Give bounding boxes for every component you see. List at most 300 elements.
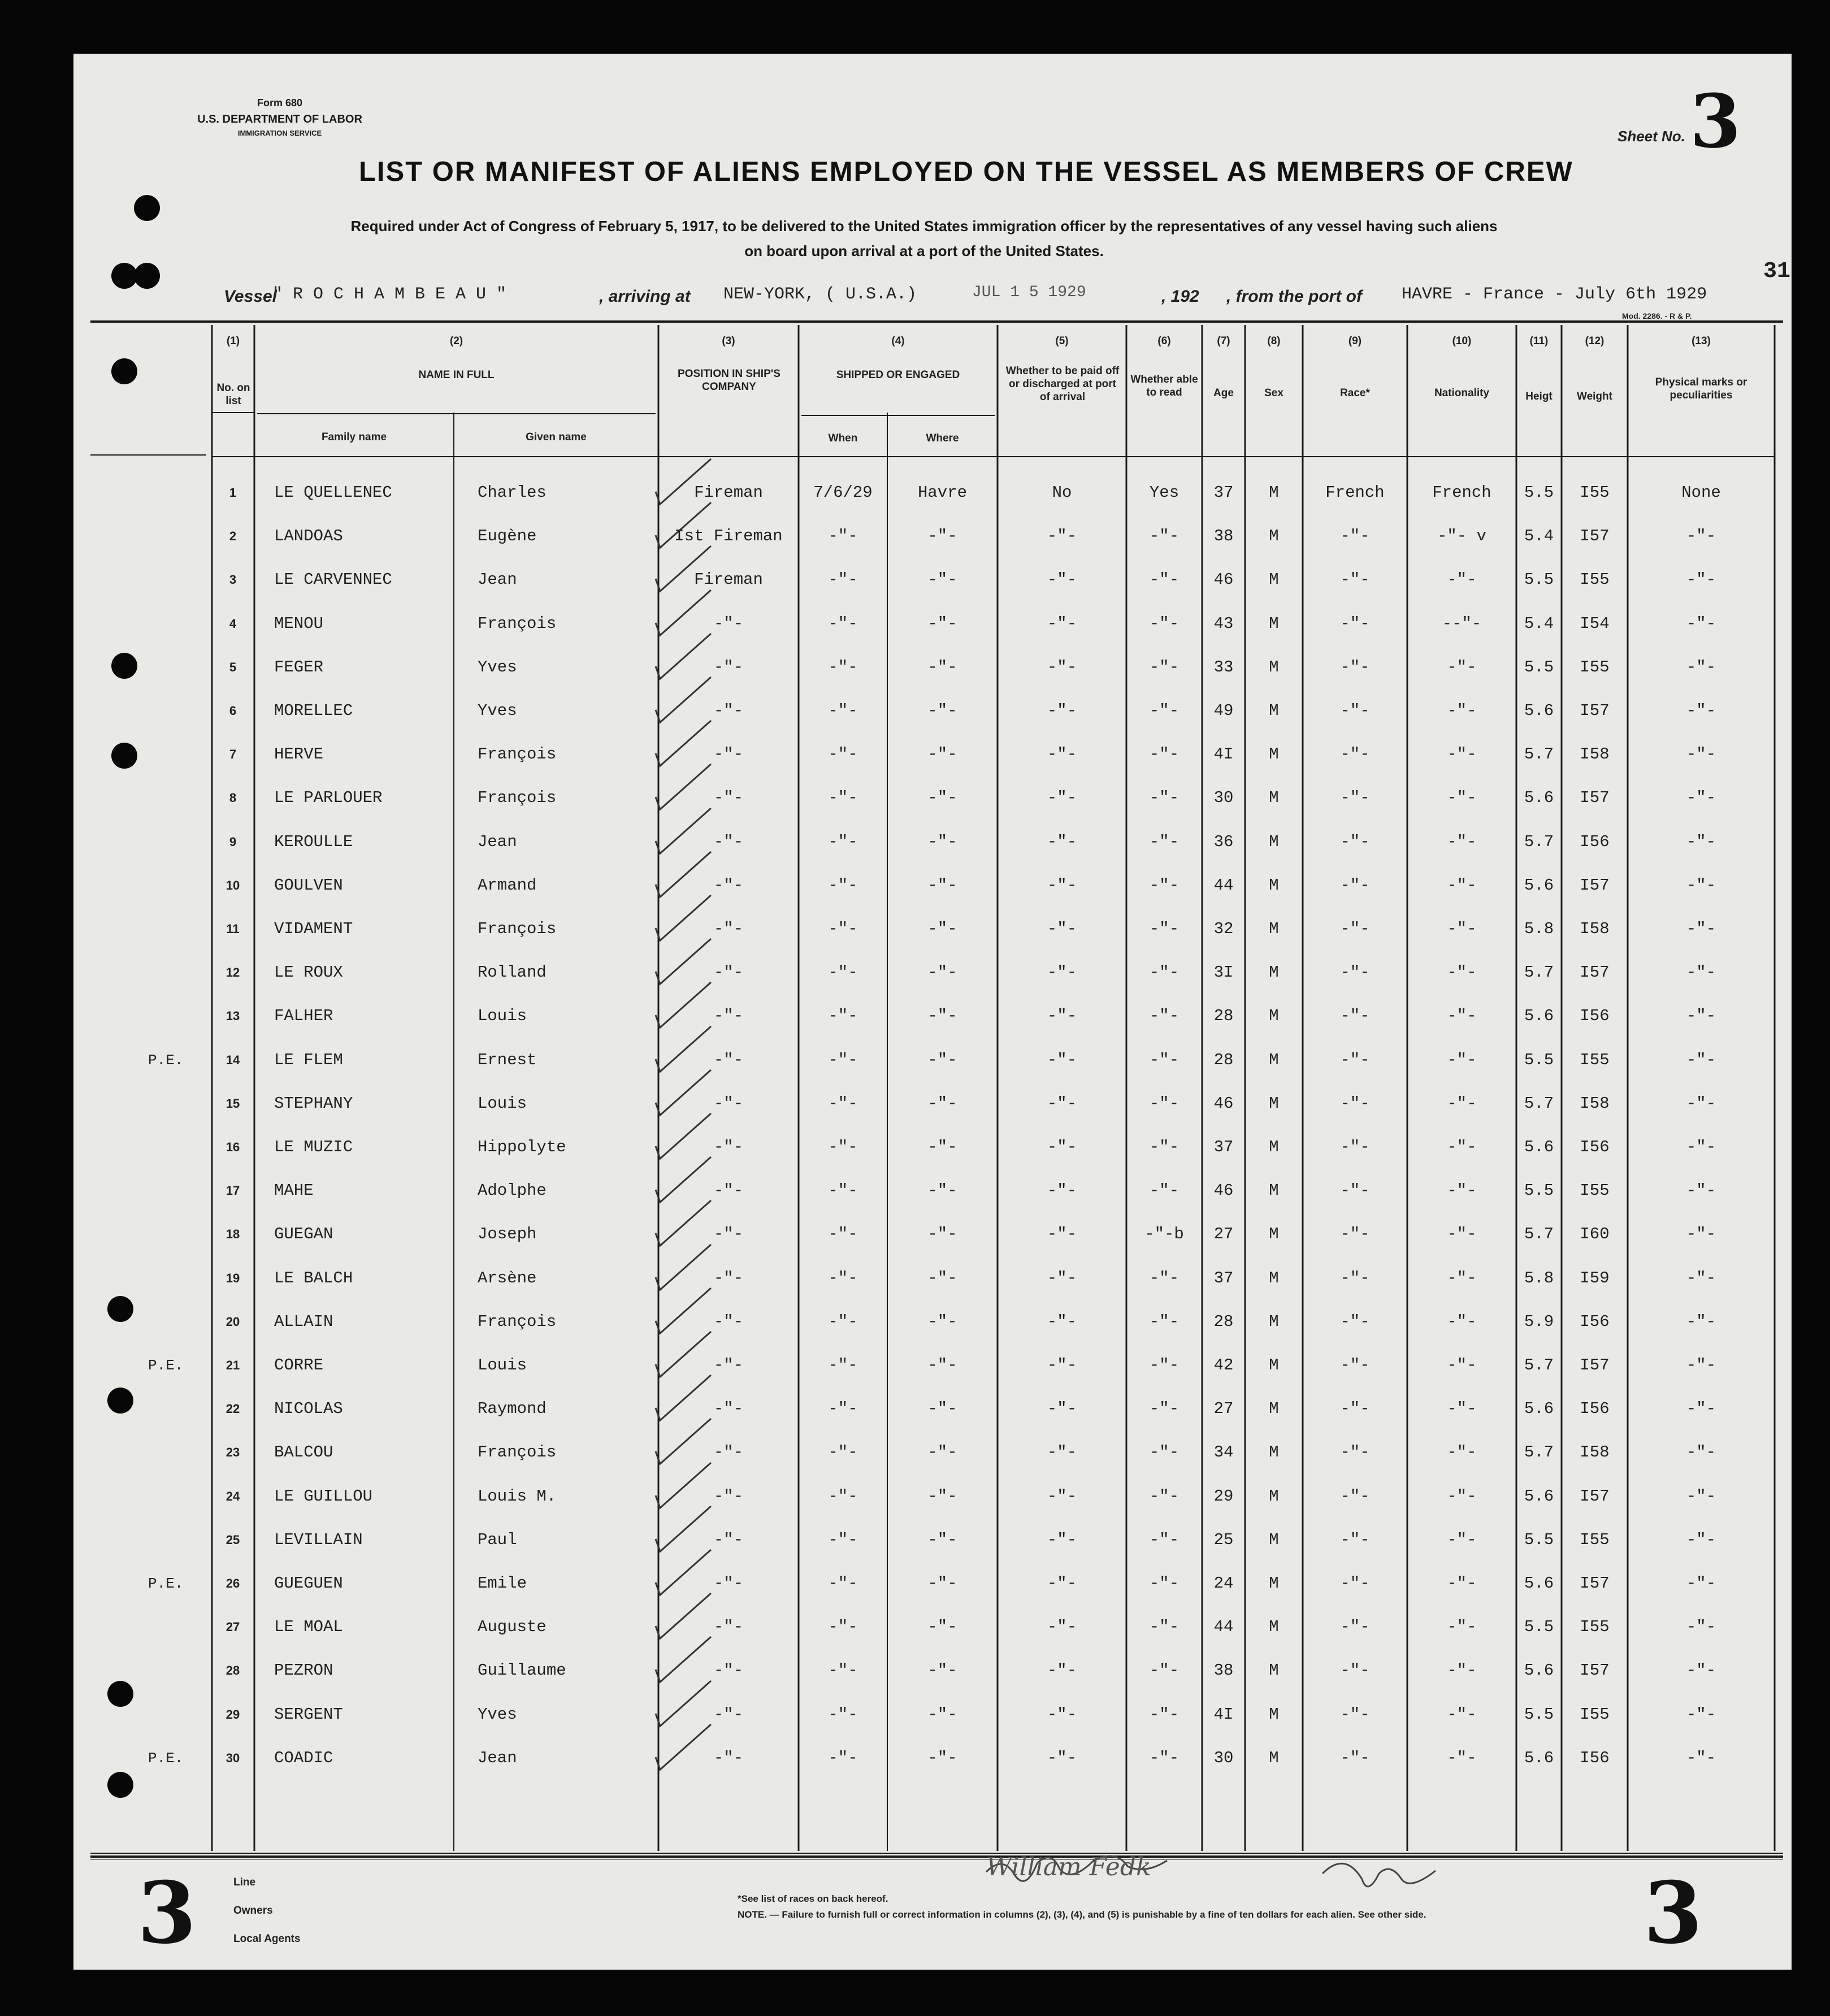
nationality-cell: -"- bbox=[1447, 658, 1477, 677]
position-cell: -"- bbox=[713, 1399, 744, 1418]
sex-cell: M bbox=[1269, 1094, 1279, 1113]
nationality-cell: -"- bbox=[1447, 1094, 1477, 1113]
position-cell: Fireman bbox=[694, 483, 763, 502]
age-cell: 30 bbox=[1213, 788, 1234, 807]
row-number-cell: 7 bbox=[229, 747, 237, 761]
row-number-cell: 23 bbox=[226, 1445, 240, 1459]
paid-off-cell: -"- bbox=[1047, 1138, 1077, 1156]
position-cell: -"- bbox=[713, 1618, 744, 1636]
paid-off-cell: -"- bbox=[1047, 1312, 1077, 1331]
physical-marks-cell: -"- bbox=[1686, 1443, 1716, 1462]
when-cell: -"- bbox=[828, 701, 858, 720]
age-cell: 32 bbox=[1213, 920, 1234, 938]
weight-cell: I55 bbox=[1580, 570, 1610, 589]
physical-marks-cell: None bbox=[1681, 483, 1721, 502]
height-cell: 5.8 bbox=[1524, 920, 1554, 938]
height-cell: 5.4 bbox=[1524, 614, 1554, 633]
age-cell: 46 bbox=[1213, 570, 1234, 589]
race-cell: -"- bbox=[1340, 745, 1370, 764]
given-name-cell: Yves bbox=[478, 701, 517, 720]
col4a-header: When bbox=[828, 432, 858, 444]
weight-cell: I58 bbox=[1580, 920, 1610, 938]
paid-off-cell: -"- bbox=[1047, 614, 1077, 633]
physical-marks-cell: -"- bbox=[1686, 1705, 1716, 1724]
physical-marks-cell: -"- bbox=[1686, 1312, 1716, 1331]
when-cell: -"- bbox=[828, 963, 858, 982]
age-cell: 29 bbox=[1213, 1487, 1234, 1506]
row-number-cell: 5 bbox=[229, 660, 237, 674]
race-cell: -"- bbox=[1340, 788, 1370, 807]
where-cell: -"- bbox=[927, 701, 957, 720]
given-name-cell: Arsène bbox=[478, 1269, 537, 1287]
physical-marks-cell: -"- bbox=[1686, 1181, 1716, 1200]
weight-cell: I57 bbox=[1580, 788, 1610, 807]
when-cell: -"- bbox=[828, 1312, 858, 1331]
where-cell: -"- bbox=[927, 1138, 957, 1156]
physical-marks-cell: -"- bbox=[1686, 1225, 1716, 1243]
when-cell: -"- bbox=[828, 1007, 858, 1025]
able-to-read-cell: -"- bbox=[1149, 833, 1179, 851]
where-cell: -"- bbox=[927, 920, 957, 938]
age-cell: 38 bbox=[1213, 1661, 1234, 1680]
where-cell: -"- bbox=[927, 1007, 957, 1025]
family-name-cell: GOULVEN bbox=[274, 876, 343, 895]
row-number-cell: 29 bbox=[226, 1707, 240, 1722]
nationality-cell: -"- bbox=[1447, 1749, 1477, 1767]
weight-cell: I57 bbox=[1580, 1574, 1610, 1593]
where-cell: -"- bbox=[927, 745, 957, 764]
where-cell: -"- bbox=[927, 1225, 957, 1243]
family-name-cell: HERVE bbox=[274, 745, 324, 764]
nationality-cell: -"- bbox=[1447, 963, 1477, 982]
position-cell: -"- bbox=[713, 1225, 744, 1243]
race-cell: -"- bbox=[1340, 1225, 1370, 1243]
col10-number: (10) bbox=[1452, 335, 1472, 347]
row-number-cell: 22 bbox=[226, 1402, 240, 1416]
paid-off-cell: -"- bbox=[1047, 1443, 1077, 1462]
able-to-read-cell: -"- bbox=[1149, 1399, 1179, 1418]
subtitle-line-2: on board upon arrival at a port of the United States. bbox=[744, 242, 1104, 259]
paid-off-cell: -"- bbox=[1047, 1487, 1077, 1506]
able-to-read-cell: -"-b bbox=[1144, 1225, 1184, 1243]
row-number-cell: 18 bbox=[226, 1227, 240, 1241]
row-number-cell: 15 bbox=[226, 1096, 240, 1111]
row-number-cell: 30 bbox=[226, 1751, 240, 1765]
line-label: Line bbox=[233, 1876, 256, 1888]
position-cell: -"- bbox=[713, 876, 744, 895]
height-cell: 5.6 bbox=[1524, 1661, 1554, 1680]
paid-off-cell: -"- bbox=[1047, 1661, 1077, 1680]
paid-off-cell: -"- bbox=[1047, 1574, 1077, 1593]
race-cell: -"- bbox=[1340, 1749, 1370, 1767]
height-cell: 5.5 bbox=[1524, 658, 1554, 677]
position-cell: -"- bbox=[713, 1705, 744, 1724]
nationality-cell: -"- bbox=[1447, 833, 1477, 851]
where-cell: -"- bbox=[927, 833, 957, 851]
paid-off-cell: -"- bbox=[1047, 1749, 1077, 1767]
age-cell: 37 bbox=[1213, 1269, 1234, 1287]
physical-marks-cell: -"- bbox=[1686, 701, 1716, 720]
race-cell: -"- bbox=[1340, 1661, 1370, 1680]
family-name-cell: LE MUZIC bbox=[274, 1138, 353, 1156]
family-name-cell: LE PARLOUER bbox=[274, 788, 383, 807]
sex-cell: M bbox=[1269, 1574, 1279, 1593]
physical-marks-cell: -"- bbox=[1686, 963, 1716, 982]
paid-off-cell: No bbox=[1052, 483, 1072, 502]
row-number-cell: 14 bbox=[226, 1053, 240, 1067]
weight-cell: I55 bbox=[1580, 483, 1610, 502]
able-to-read-cell: -"- bbox=[1149, 1051, 1179, 1069]
family-name-cell: LE ROUX bbox=[274, 963, 343, 982]
position-cell: -"- bbox=[713, 745, 744, 764]
able-to-read-cell: -"- bbox=[1149, 788, 1179, 807]
paid-off-cell: -"- bbox=[1047, 1399, 1077, 1418]
when-cell: -"- bbox=[828, 1487, 858, 1506]
weight-cell: I55 bbox=[1580, 1181, 1610, 1200]
able-to-read-cell: -"- bbox=[1149, 745, 1179, 764]
col4-number: (4) bbox=[891, 335, 905, 347]
row-number-cell: 17 bbox=[226, 1183, 240, 1198]
family-name-cell: PEZRON bbox=[274, 1661, 333, 1680]
height-cell: 5.6 bbox=[1524, 701, 1554, 720]
height-cell: 5.6 bbox=[1524, 1749, 1554, 1767]
col2-number: (2) bbox=[449, 335, 463, 347]
sex-cell: M bbox=[1269, 1487, 1279, 1506]
sex-cell: M bbox=[1269, 1531, 1279, 1549]
given-name-cell: Louis bbox=[478, 1094, 527, 1113]
when-cell: -"- bbox=[828, 1181, 858, 1200]
height-cell: 5.4 bbox=[1524, 527, 1554, 545]
row-number-cell: 11 bbox=[226, 922, 240, 936]
sex-cell: M bbox=[1269, 614, 1279, 633]
race-cell: -"- bbox=[1340, 1094, 1370, 1113]
height-cell: 5.9 bbox=[1524, 1312, 1554, 1331]
position-cell: -"- bbox=[713, 614, 744, 633]
family-name-cell: MORELLEC bbox=[274, 701, 353, 720]
where-cell: -"- bbox=[927, 788, 957, 807]
position-cell: -"- bbox=[713, 1269, 744, 1287]
race-cell: -"- bbox=[1340, 1574, 1370, 1593]
paid-off-cell: -"- bbox=[1047, 1356, 1077, 1375]
able-to-read-cell: -"- bbox=[1149, 1705, 1179, 1724]
given-name-cell: Jean bbox=[478, 570, 517, 589]
physical-marks-cell: -"- bbox=[1686, 614, 1716, 633]
races-note: *See list of races on back hereof. bbox=[738, 1893, 888, 1904]
age-cell: 38 bbox=[1213, 527, 1234, 545]
able-to-read-cell: -"- bbox=[1149, 614, 1179, 633]
height-cell: 5.7 bbox=[1524, 1094, 1554, 1113]
nationality-cell: -"- bbox=[1447, 1356, 1477, 1375]
nationality-cell: -"- bbox=[1447, 1618, 1477, 1636]
weight-cell: I57 bbox=[1580, 527, 1610, 545]
sex-cell: M bbox=[1269, 483, 1279, 502]
able-to-read-cell: -"- bbox=[1149, 1487, 1179, 1506]
sex-cell: M bbox=[1269, 1051, 1279, 1069]
where-cell: -"- bbox=[927, 570, 957, 589]
weight-cell: I57 bbox=[1580, 1661, 1610, 1680]
given-name-cell: François bbox=[478, 788, 557, 807]
race-cell: -"- bbox=[1340, 920, 1370, 938]
age-cell: 28 bbox=[1213, 1312, 1234, 1331]
race-cell: -"- bbox=[1340, 1269, 1370, 1287]
age-cell: 3I bbox=[1213, 963, 1234, 982]
able-to-read-cell: -"- bbox=[1149, 1618, 1179, 1636]
col6-header: Whether able to read bbox=[1130, 374, 1198, 398]
paid-off-cell: -"- bbox=[1047, 1051, 1077, 1069]
sex-cell: M bbox=[1269, 1443, 1279, 1462]
paid-off-cell: -"- bbox=[1047, 527, 1077, 545]
weight-cell: I55 bbox=[1580, 658, 1610, 677]
margin-annotation: P.E. bbox=[148, 1357, 184, 1374]
age-cell: 25 bbox=[1213, 1531, 1234, 1549]
vessel-label: Vessel bbox=[224, 287, 277, 306]
age-cell: 34 bbox=[1213, 1443, 1234, 1462]
height-cell: 5.7 bbox=[1524, 745, 1554, 764]
family-name-cell: LE MOAL bbox=[274, 1618, 343, 1636]
race-cell: -"- bbox=[1340, 1705, 1370, 1724]
race-cell: -"- bbox=[1340, 833, 1370, 851]
family-name-cell: CORRE bbox=[274, 1356, 324, 1375]
row-number-cell: 24 bbox=[226, 1489, 240, 1503]
where-cell: -"- bbox=[927, 1356, 957, 1375]
paid-off-cell: -"- bbox=[1047, 1531, 1077, 1549]
nationality-cell: -"- bbox=[1447, 788, 1477, 807]
position-cell: -"- bbox=[713, 963, 744, 982]
sex-cell: M bbox=[1269, 833, 1279, 851]
when-cell: -"- bbox=[828, 1094, 858, 1113]
sex-cell: M bbox=[1269, 963, 1279, 982]
margin-annotation: P.E. bbox=[148, 1575, 184, 1592]
weight-cell: I58 bbox=[1580, 745, 1610, 764]
col5-number: (5) bbox=[1055, 335, 1069, 347]
race-cell: -"- bbox=[1340, 1051, 1370, 1069]
age-cell: 44 bbox=[1213, 876, 1234, 895]
where-cell: -"- bbox=[927, 1269, 957, 1287]
age-cell: 37 bbox=[1213, 1138, 1234, 1156]
col7-number: (7) bbox=[1217, 335, 1230, 347]
family-name-cell: FEGER bbox=[274, 658, 324, 677]
sex-cell: M bbox=[1269, 745, 1279, 764]
position-cell: Ist Fireman bbox=[674, 527, 783, 545]
physical-marks-cell: -"- bbox=[1686, 1138, 1716, 1156]
weight-cell: I57 bbox=[1580, 1356, 1610, 1375]
nationality-cell: -"- bbox=[1447, 1531, 1477, 1549]
when-cell: -"- bbox=[828, 1574, 858, 1593]
able-to-read-cell: -"- bbox=[1149, 963, 1179, 982]
given-name-cell: Ernest bbox=[478, 1051, 537, 1069]
race-cell: -"- bbox=[1340, 614, 1370, 633]
age-cell: 33 bbox=[1213, 658, 1234, 677]
given-name-cell: Armand bbox=[478, 876, 537, 895]
able-to-read-cell: -"- bbox=[1149, 701, 1179, 720]
race-cell: -"- bbox=[1340, 1487, 1370, 1506]
col4b-header: Where bbox=[926, 432, 959, 444]
position-cell: -"- bbox=[713, 1487, 744, 1506]
col9-number: (9) bbox=[1348, 335, 1362, 347]
when-cell: -"- bbox=[828, 1399, 858, 1418]
race-cell: -"- bbox=[1340, 570, 1370, 589]
from-port-label: , from the port of bbox=[1226, 287, 1362, 306]
where-cell: -"- bbox=[927, 527, 957, 545]
given-name-cell: Paul bbox=[478, 1531, 517, 1549]
given-name-cell: Yves bbox=[478, 1705, 517, 1724]
when-cell: -"- bbox=[828, 1138, 858, 1156]
paid-off-cell: -"- bbox=[1047, 1007, 1077, 1025]
paid-off-cell: -"- bbox=[1047, 1181, 1077, 1200]
height-cell: 5.5 bbox=[1524, 1051, 1554, 1069]
margin-annotation: P.E. bbox=[148, 1750, 184, 1767]
height-cell: 5.5 bbox=[1524, 1705, 1554, 1724]
form-number: Form 680 bbox=[257, 97, 303, 109]
row-number-cell: 9 bbox=[229, 835, 237, 849]
nationality-cell: -"- bbox=[1447, 1138, 1477, 1156]
nationality-cell: -"- bbox=[1447, 1007, 1477, 1025]
sex-cell: M bbox=[1269, 1356, 1279, 1375]
height-cell: 5.7 bbox=[1524, 833, 1554, 851]
weight-cell: I60 bbox=[1580, 1225, 1610, 1243]
physical-marks-cell: -"- bbox=[1686, 527, 1716, 545]
given-name-cell: François bbox=[478, 614, 557, 633]
height-cell: 5.6 bbox=[1524, 1574, 1554, 1593]
age-cell: 27 bbox=[1213, 1225, 1234, 1243]
when-cell: -"- bbox=[828, 1705, 858, 1724]
nationality-cell: -"- bbox=[1447, 1399, 1477, 1418]
col8-header: Sex bbox=[1264, 387, 1283, 399]
nationality-cell: -"- bbox=[1447, 920, 1477, 938]
where-cell: -"- bbox=[927, 1094, 957, 1113]
paid-off-cell: -"- bbox=[1047, 876, 1077, 895]
sex-cell: M bbox=[1269, 1181, 1279, 1200]
position-cell: -"- bbox=[713, 1356, 744, 1375]
sex-cell: M bbox=[1269, 1705, 1279, 1724]
height-cell: 5.5 bbox=[1524, 1181, 1554, 1200]
row-number-cell: 2 bbox=[229, 529, 237, 543]
paid-off-cell: -"- bbox=[1047, 1269, 1077, 1287]
nationality-cell: -"- bbox=[1447, 1312, 1477, 1331]
weight-cell: I54 bbox=[1580, 614, 1610, 633]
paid-off-cell: -"- bbox=[1047, 833, 1077, 851]
position-cell: -"- bbox=[713, 1007, 744, 1025]
weight-cell: I58 bbox=[1580, 1443, 1610, 1462]
col2b-header: Given name bbox=[526, 431, 587, 443]
height-cell: 5.6 bbox=[1524, 788, 1554, 807]
race-cell: -"- bbox=[1340, 658, 1370, 677]
when-cell: -"- bbox=[828, 788, 858, 807]
physical-marks-cell: -"- bbox=[1686, 920, 1716, 938]
sheet-number-bottom-left: 3 bbox=[137, 1863, 197, 1963]
height-cell: 5.7 bbox=[1524, 1225, 1554, 1243]
able-to-read-cell: -"- bbox=[1149, 1531, 1179, 1549]
height-cell: 5.5 bbox=[1524, 570, 1554, 589]
when-cell: -"- bbox=[828, 1225, 858, 1243]
weight-cell: I58 bbox=[1580, 1094, 1610, 1113]
nationality-cell: -"- bbox=[1447, 701, 1477, 720]
nationality-cell: -"- bbox=[1447, 1443, 1477, 1462]
nationality-cell: -"- v bbox=[1437, 527, 1486, 545]
sex-cell: M bbox=[1269, 788, 1279, 807]
sex-cell: M bbox=[1269, 527, 1279, 545]
page-title: LIST OR MANIFEST OF ALIENS EMPLOYED ON THE VESSEL AS MEMBERS OF CREW bbox=[359, 157, 1573, 187]
able-to-read-cell: -"- bbox=[1149, 658, 1179, 677]
when-cell: -"- bbox=[828, 1661, 858, 1680]
position-cell: -"- bbox=[713, 1138, 744, 1156]
sex-cell: M bbox=[1269, 1661, 1279, 1680]
col8-number: (8) bbox=[1267, 335, 1281, 347]
row-number-cell: 25 bbox=[226, 1533, 240, 1547]
weight-cell: I55 bbox=[1580, 1531, 1610, 1549]
able-to-read-cell: -"- bbox=[1149, 1356, 1179, 1375]
row-number-cell: 19 bbox=[226, 1271, 240, 1285]
row-number-cell: 12 bbox=[226, 965, 240, 979]
position-cell: -"- bbox=[713, 658, 744, 677]
row-number-cell: 1 bbox=[229, 485, 237, 500]
col1-number: (1) bbox=[226, 335, 240, 347]
able-to-read-cell: -"- bbox=[1149, 876, 1179, 895]
vessel-name: " R O C H A M B E A U " bbox=[272, 285, 507, 304]
when-cell: -"- bbox=[828, 833, 858, 851]
able-to-read-cell: -"- bbox=[1149, 1181, 1179, 1200]
col9-header: Race* bbox=[1340, 387, 1370, 399]
position-cell: -"- bbox=[713, 920, 744, 938]
row-number-cell: 21 bbox=[226, 1358, 240, 1372]
nationality-cell: --"- bbox=[1442, 614, 1482, 633]
family-name-cell: LE QUELLENEC bbox=[274, 483, 392, 502]
weight-cell: I57 bbox=[1580, 1487, 1610, 1506]
height-cell: 5.6 bbox=[1524, 876, 1554, 895]
where-cell: -"- bbox=[927, 1487, 957, 1506]
physical-marks-cell: -"- bbox=[1686, 1051, 1716, 1069]
age-cell: 46 bbox=[1213, 1094, 1234, 1113]
nationality-cell: -"- bbox=[1447, 1181, 1477, 1200]
sex-cell: M bbox=[1269, 1749, 1279, 1767]
weight-cell: I55 bbox=[1580, 1051, 1610, 1069]
row-number-cell: 3 bbox=[229, 573, 237, 587]
row-number-cell: 27 bbox=[226, 1620, 240, 1634]
subtitle-line-1: Required under Act of Congress of February 5, 1917, to be delivered to the United States immigration officer by the representatives of any vessel having such aliens bbox=[350, 218, 1498, 235]
when-cell: -"- bbox=[828, 527, 858, 545]
race-cell: -"- bbox=[1340, 1181, 1370, 1200]
sex-cell: M bbox=[1269, 876, 1279, 895]
nationality-cell: French bbox=[1432, 483, 1491, 502]
paid-off-cell: -"- bbox=[1047, 1618, 1077, 1636]
age-cell: 46 bbox=[1213, 1181, 1234, 1200]
family-name-cell: NICOLAS bbox=[274, 1399, 343, 1418]
given-name-cell: Louis M. bbox=[478, 1487, 557, 1506]
height-cell: 5.6 bbox=[1524, 1138, 1554, 1156]
owners-label: Owners bbox=[233, 1905, 273, 1917]
penalty-note: NOTE. — Failure to furnish full or correct information in columns (2), (3), (4), and (5) is punishable by a fine of ten dollars for each alien. See other side. bbox=[738, 1909, 1426, 1920]
sex-cell: M bbox=[1269, 701, 1279, 720]
where-cell: -"- bbox=[927, 1443, 957, 1462]
given-name-cell: Jean bbox=[478, 1749, 517, 1767]
physical-marks-cell: -"- bbox=[1686, 658, 1716, 677]
sex-cell: M bbox=[1269, 1269, 1279, 1287]
col12-number: (12) bbox=[1585, 335, 1604, 347]
family-name-cell: GUEGAN bbox=[274, 1225, 333, 1243]
nationality-cell: -"- bbox=[1447, 1051, 1477, 1069]
when-cell: 7/6/29 bbox=[813, 483, 873, 502]
able-to-read-cell: -"- bbox=[1149, 1138, 1179, 1156]
given-name-cell: François bbox=[478, 920, 557, 938]
service-label: IMMIGRATION SERVICE bbox=[237, 129, 322, 137]
family-name-cell: LE GUILLOU bbox=[274, 1487, 373, 1506]
age-cell: 37 bbox=[1213, 483, 1234, 502]
physical-marks-cell: -"- bbox=[1686, 1574, 1716, 1593]
age-cell: 28 bbox=[1213, 1007, 1234, 1025]
able-to-read-cell: -"- bbox=[1149, 1574, 1179, 1593]
nationality-cell: -"- bbox=[1447, 745, 1477, 764]
position-cell: -"- bbox=[713, 833, 744, 851]
